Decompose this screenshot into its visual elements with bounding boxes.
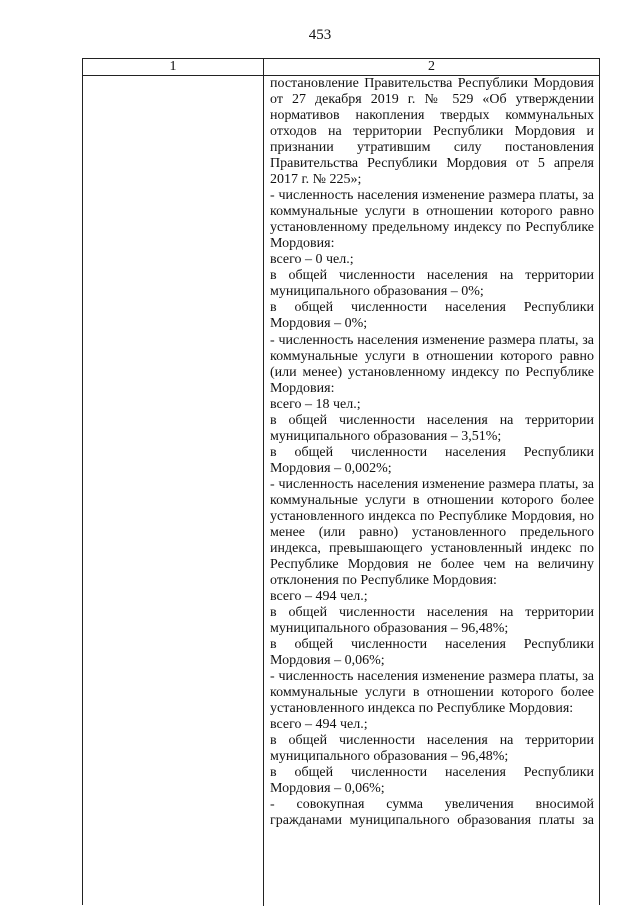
text-line: установленного индекса по Республике Мордовия:: [270, 701, 574, 717]
text-line: в общей численности населения Республики: [270, 765, 594, 781]
text-line: менее (или равно) установленного предельного: [270, 524, 594, 540]
text-line: индекса, превышающего установленный индекс по: [270, 540, 594, 556]
table-cell-column-2: [270, 76, 594, 829]
text-line: в общей численности населения Республики: [270, 300, 594, 316]
column-divider: [263, 59, 264, 906]
text-line: муниципального образования – 96,48%;: [270, 621, 509, 637]
text-line: муниципального образования – 96,48%;: [270, 749, 509, 765]
text-line: в общей численности населения на территории: [270, 412, 594, 428]
text-line: в общей численности населения на территории: [270, 605, 594, 621]
text-line: Правительства Республики Мордовия от 5 апреля: [270, 156, 594, 172]
text-line: муниципального образования – 0%;: [270, 284, 484, 300]
text-line: всего – 494 чел.;: [270, 717, 368, 733]
text-line: отклонения по Республике Мордовия:: [270, 572, 497, 588]
table-header-row: [83, 59, 599, 76]
text-line: гражданами муниципального образования платы за: [270, 813, 594, 829]
text-line: - численность населения изменение размера платы, за: [270, 332, 594, 348]
text-line: в общей численности населения Республики: [270, 444, 594, 460]
text-line: нормативов накопления твердых коммунальных: [270, 108, 594, 124]
column-header-2: 2: [428, 59, 435, 74]
text-line: установленного индекса по Республике Мордовия, но: [270, 508, 594, 524]
text-line: коммунальные услуги в отношении которого равно: [270, 348, 594, 364]
text-line: от 27 декабря 2019 г. № 529 «Об утверждении: [270, 92, 594, 108]
text-line: всего – 0 чел.;: [270, 252, 354, 268]
column-header-1: 1: [169, 59, 177, 74]
text-line: установленному предельному индексу по Республике: [270, 220, 594, 236]
text-line: Мордовия – 0%;: [270, 316, 368, 332]
text-line: - численность населения изменение размера платы, за: [270, 188, 594, 204]
text-line: в общей численности населения на территории: [270, 268, 594, 284]
text-line: (или менее) установленному индексу по Республике: [270, 364, 594, 380]
text-line: 2017 г. № 225»;: [270, 172, 362, 188]
text-line: Республике Мордовия не более чем на величину: [270, 556, 594, 572]
text-line: - численность населения изменение размера платы, за: [270, 669, 594, 685]
text-line: признании утратившим силу постановления: [270, 140, 594, 156]
text-line: - совокупная сумма увеличения вносимой: [270, 797, 594, 813]
text-line: коммунальные услуги в отношении которого более: [270, 685, 594, 701]
document-table: [82, 58, 600, 905]
text-line: Мордовия – 0,06%;: [270, 781, 385, 797]
text-line: всего – 18 чел.;: [270, 396, 361, 412]
text-line: - численность населения изменение размера платы, за: [270, 476, 594, 492]
text-line: коммунальные услуги в отношении которого равно: [270, 204, 594, 220]
text-line: муниципального образования – 3,51%;: [270, 428, 502, 444]
text-line: Мордовия – 0,06%;: [270, 653, 385, 669]
text-line: в общей численности населения на территории: [270, 733, 594, 749]
text-line: постановление Правительства Республики Мордовия: [270, 76, 594, 91]
text-line: в общей численности населения Республики: [270, 637, 594, 653]
page-number: 453: [308, 27, 332, 43]
text-line: отходов на территории Республики Мордовия и: [270, 124, 594, 140]
text-line: коммунальные услуги в отношении которого более: [270, 492, 594, 508]
text-line: Мордовия:: [270, 380, 335, 396]
text-line: Мордовия – 0,002%;: [270, 460, 392, 476]
text-line: всего – 494 чел.;: [270, 589, 368, 604]
text-line: Мордовия:: [270, 236, 335, 252]
